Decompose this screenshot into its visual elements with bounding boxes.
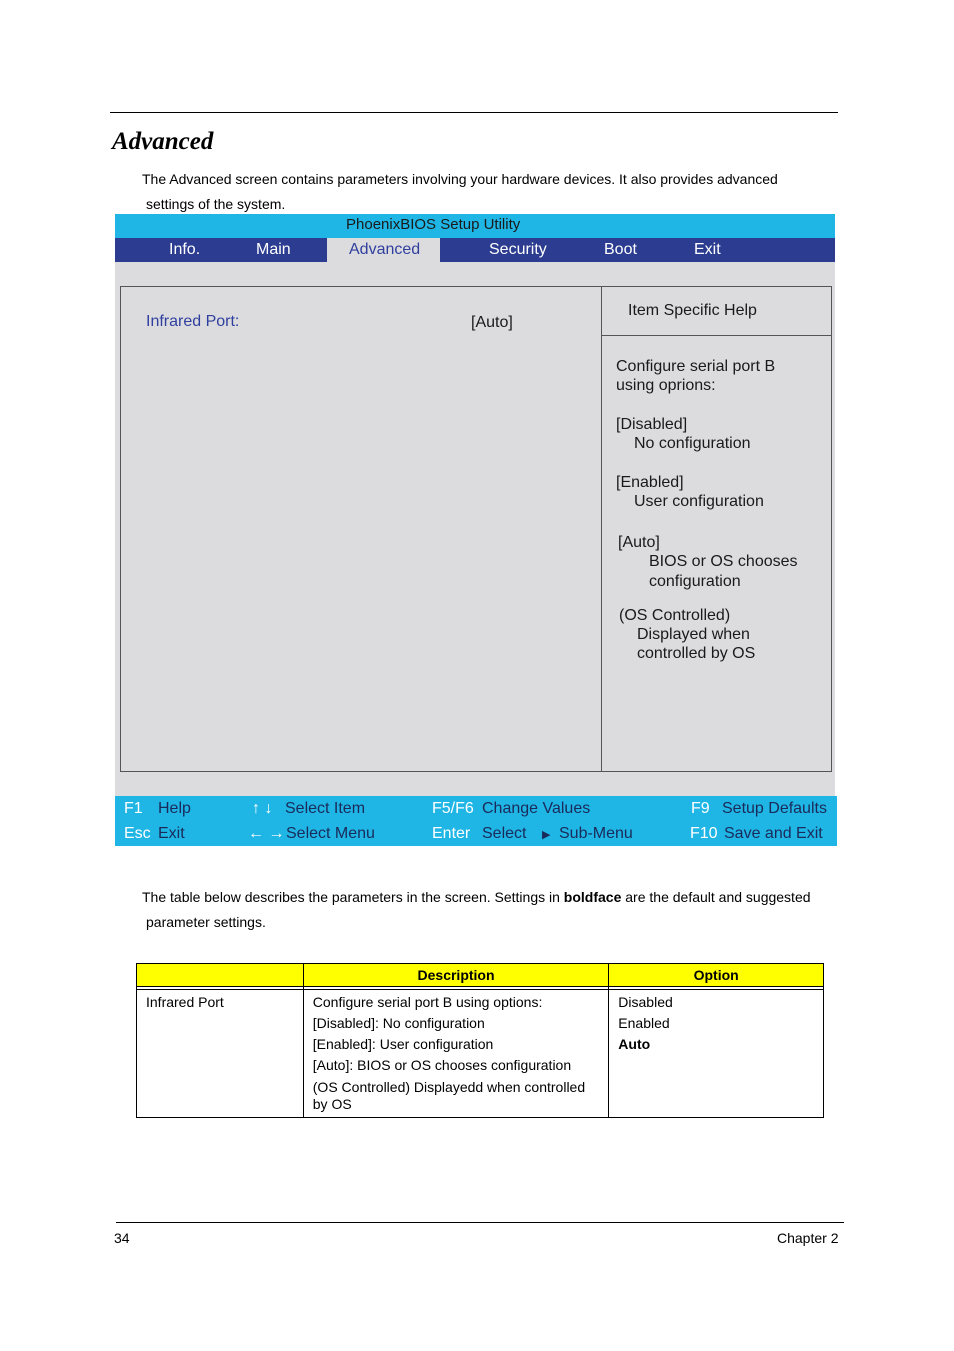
description-line: [Enabled]: User configuration (312, 1036, 494, 1052)
table-intro-bold: boldface (563, 889, 622, 905)
help-header (602, 287, 831, 336)
menu-security[interactable]: Security (489, 241, 547, 258)
intro-line-2: settings of the system. (146, 196, 286, 212)
help-line: BIOS or OS chooses (649, 553, 798, 570)
description-line: Configure serial port B using options: (312, 994, 543, 1010)
cell-options (609, 990, 824, 1118)
enter-key: Enter (432, 825, 471, 842)
bios-title: PhoenixBIOS Setup Utility (346, 216, 521, 233)
menu-boot[interactable]: Boot (604, 241, 637, 258)
bios-key-legend (115, 796, 837, 846)
f10-desc: Save and Exit (724, 825, 823, 842)
table-intro-line-1 (142, 889, 811, 905)
esc-key: Esc (124, 825, 151, 842)
f5f6-key: F5/F6 (432, 800, 474, 817)
header-option: Option (609, 964, 824, 987)
f1-desc: Help (158, 800, 191, 817)
table-row (137, 990, 824, 1118)
bios-screenshot (115, 214, 835, 846)
option-auto-default: Auto (618, 1036, 651, 1052)
help-line: No configuration (634, 435, 751, 452)
description-line: [Disabled]: No configuration (312, 1015, 485, 1031)
infrared-port-label[interactable]: Infrared Port: (146, 313, 240, 330)
help-line: [Auto] (618, 534, 660, 551)
help-line: [Enabled] (616, 474, 684, 491)
header-parameter (137, 964, 304, 987)
updown-desc: Select Item (285, 800, 366, 817)
f9-desc: Setup Defaults (722, 800, 827, 817)
enter-desc: Select (482, 825, 527, 842)
menu-main[interactable]: Main (256, 241, 291, 258)
help-line: Displayed when (637, 626, 750, 643)
menu-advanced[interactable] (327, 238, 440, 262)
bios-title-bar (115, 214, 835, 238)
help-line: Configure serial port B (616, 358, 776, 375)
help-panel (601, 286, 832, 772)
chapter-label: Chapter 2 (777, 1230, 839, 1246)
esc-desc: Exit (158, 825, 185, 842)
cell-parameter: Infrared Port (137, 990, 304, 1118)
leftright-desc: Select Menu (286, 825, 375, 842)
help-line: configuration (649, 573, 741, 590)
option-enabled: Enabled (618, 1015, 670, 1031)
menu-advanced-label: Advanced (349, 241, 421, 258)
help-title: Item Specific Help (628, 302, 757, 319)
triangle-right-icon: ▶ (542, 829, 551, 841)
section-title: Advanced (112, 128, 214, 155)
help-line: controlled by OS (637, 645, 756, 662)
infrared-port-value[interactable]: [Auto] (471, 314, 513, 331)
table-intro-line-2: parameter settings. (146, 914, 266, 930)
menu-exit[interactable]: Exit (694, 241, 721, 258)
submenu-desc: Sub-Menu (559, 825, 633, 842)
cell-description (303, 990, 609, 1118)
f5f6-desc: Change Values (482, 800, 591, 817)
table-intro-before: The table below describes the parameters in the screen. Settings in (142, 889, 564, 905)
header-rule (110, 112, 838, 113)
help-line: [Disabled] (616, 416, 688, 433)
description-line: (OS Controlled) Displayedd when controlled by OS (312, 1079, 586, 1112)
f9-key: F9 (691, 800, 710, 817)
intro-line-1: The Advanced screen contains parameters involving your hardware devices. It also provides advanced (142, 171, 778, 187)
option-disabled: Disabled (618, 994, 673, 1010)
f10-key: F10 (690, 825, 718, 842)
menu-info[interactable]: Info. (169, 241, 201, 258)
footer-rule (116, 1222, 844, 1223)
table-header-row (137, 964, 824, 987)
help-line: (OS Controlled) (619, 607, 731, 624)
header-description: Description (303, 964, 609, 987)
bios-menu-bar (115, 238, 835, 262)
leftright-arrows-icon: ← → (248, 825, 285, 842)
description-line: [Auto]: BIOS or OS chooses configuration (312, 1057, 572, 1073)
parameter-table (136, 963, 824, 1118)
updown-arrows-icon: ↑ ↓ (252, 800, 273, 817)
page-number: 34 (114, 1230, 130, 1246)
settings-panel (120, 286, 602, 772)
help-line: User configuration (634, 493, 764, 510)
f1-key: F1 (124, 800, 143, 817)
help-line: using oprions: (616, 377, 716, 394)
table-intro-after: are the default and suggested (621, 889, 811, 905)
